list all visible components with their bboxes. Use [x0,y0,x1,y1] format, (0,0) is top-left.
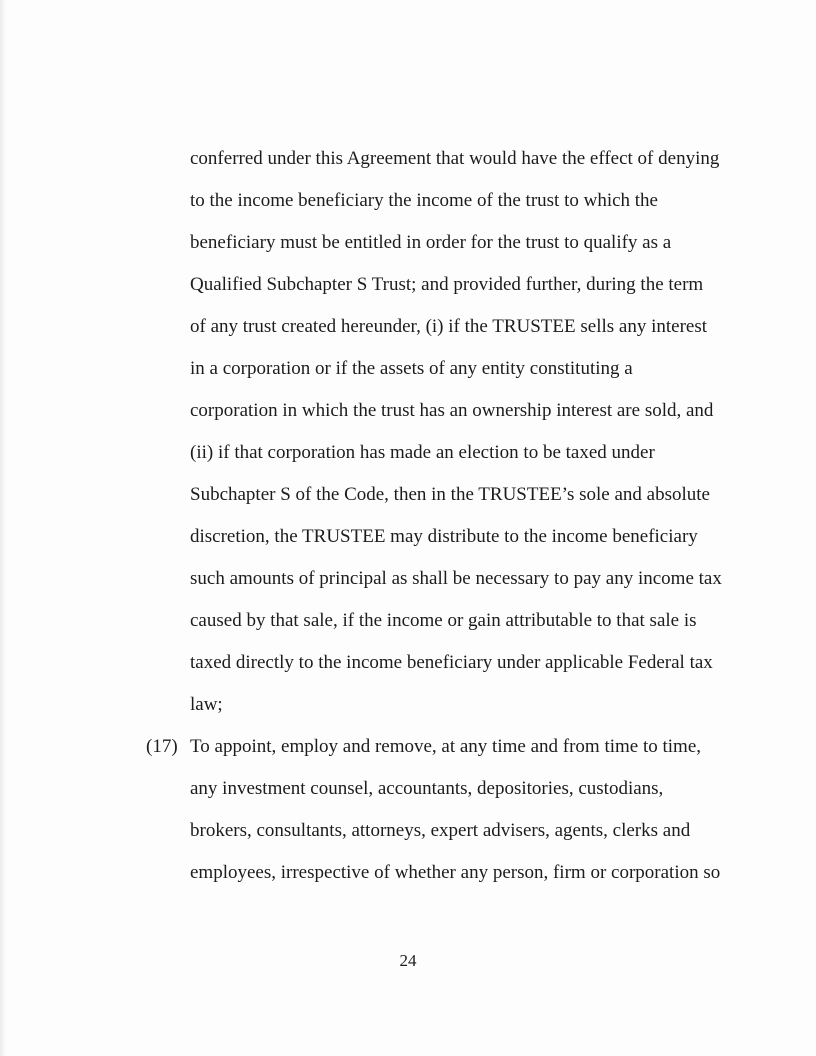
item-17-line: To appoint, employ and remove, at any time and from time to time, [190,736,702,757]
item-17-line: brokers, consultants, attorneys, expert advisers, agents, clerks and [190,820,691,841]
paragraph-line: beneficiary must be entitled in order for the trust to qualify as a [190,232,672,253]
paragraph-line: Qualified Subchapter S Trust; and provided further, during the term [190,274,704,295]
page-number: 24 [399,951,417,970]
paragraph-line: in a corporation or if the assets of any entity constituting a [190,358,633,379]
paragraph-line: caused by that sale, if the income or gain attributable to that sale is [190,610,697,631]
paragraph-line: discretion, the TRUSTEE may distribute to the income beneficiary [190,526,698,547]
scan-edge-shadow [0,0,6,1056]
paragraph-line: Subchapter S of the Code, then in the TRUSTEE’s sole and absolute [190,484,710,505]
paragraph-line: (ii) if that corporation has made an election to be taxed under [190,442,655,463]
item-17-line: employees, irrespective of whether any person, firm or corporation so [190,862,721,883]
paragraph-line: corporation in which the trust has an ownership interest are sold, and [190,400,714,421]
item-17-line: any investment counsel, accountants, depositories, custodians, [190,778,664,799]
paragraph-line: such amounts of principal as shall be necessary to pay any income tax [190,568,722,589]
item-17-number: (17) [146,736,178,757]
paragraph-line: of any trust created hereunder, (i) if the TRUSTEE sells any interest [190,316,707,337]
paragraph-line: taxed directly to the income beneficiary under applicable Federal tax [190,652,713,673]
paragraph-line: to the income beneficiary the income of the trust to which the [190,190,658,211]
paragraph-line: law; [190,694,223,715]
paragraph-line: conferred under this Agreement that would have the effect of denying [190,148,720,169]
